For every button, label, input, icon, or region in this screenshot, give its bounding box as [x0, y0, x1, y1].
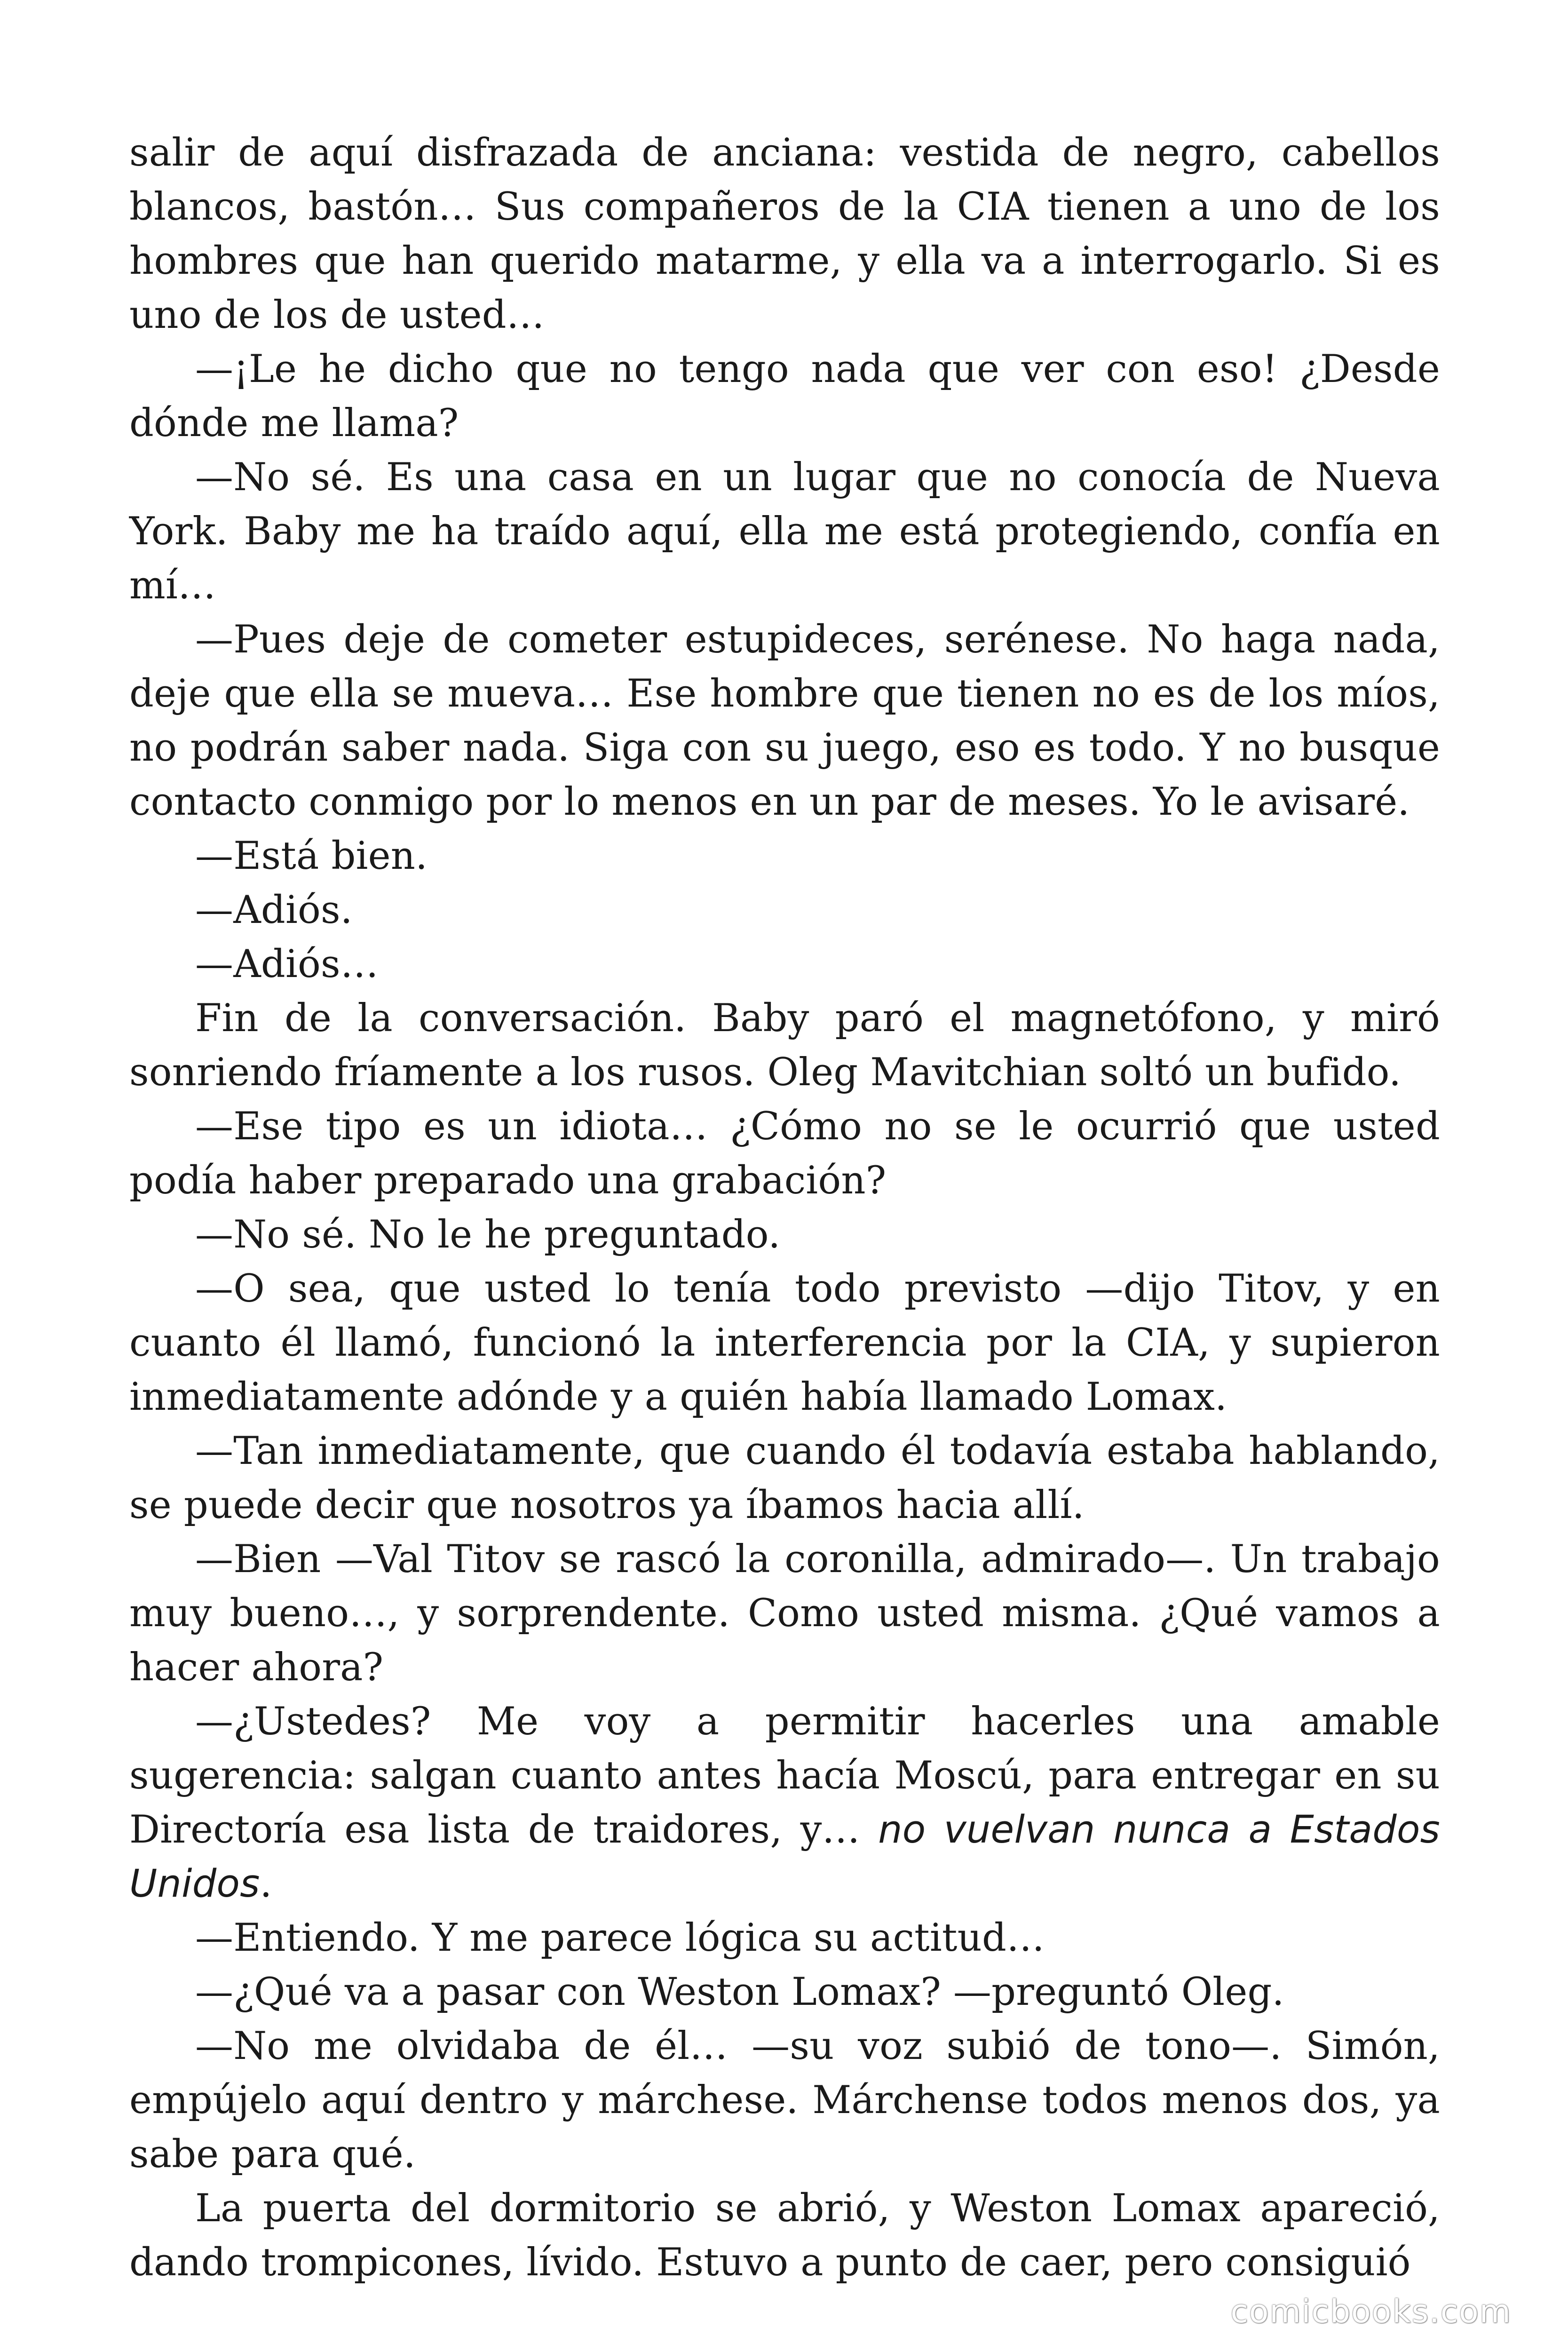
paragraph: —¡Le he dicho que no tengo nada que ver con eso! ¿Desde dónde me llama? [129, 347, 1440, 445]
paragraph: La puerta del dormitorio se abrió, y Weston Lomax apareció, dando trompicones, lívido. Estuvo a punto de caer, pero consiguió [129, 2186, 1440, 2285]
page-text [129, 126, 1440, 2290]
paragraph: —O sea, que usted lo tenía todo previsto —dijo Titov, y en cuanto él llamó, funcionó la interferencia por la CIA, y supieron inmediatamente adónde y a quién había llamado Lomax. [129, 1267, 1440, 1419]
paragraph: —Entiendo. Y me parece lógica su actitud… [195, 1916, 1045, 1960]
paragraph: —No sé. Es una casa en un lugar que no conocía de Nueva York. Baby me ha traído aquí, ella me está protegiendo, confía en mí… [129, 455, 1440, 608]
paragraph: —Está bien. [195, 834, 428, 878]
paragraph: —¿Qué va a pasar con Weston Lomax? —preguntó Oleg. [195, 1970, 1284, 2014]
paragraph: —Tan inmediatamente, que cuando él todavía estaba hablando, se puede decir que nosotros ya íbamos hacia allí. [129, 1429, 1440, 1527]
paragraph: —No me olvidaba de él… —su voz subió de tono—. Simón, empújelo aquí dentro y márchese. Márchense todos menos dos, ya sabe para qué. [129, 2024, 1440, 2177]
paragraph [129, 1695, 1440, 1911]
paragraph: —No sé. No le he preguntado. [195, 1213, 781, 1257]
paragraph-text: —¿Ustedes? Me voy a permitir hacerles una amable sugerencia: salgan cuanto antes hacía Moscú, para entregar en su Directoría esa lista de traidores, y… [129, 1700, 1440, 1852]
paragraph: salir de aquí disfrazada de anciana: vestida de negro, cabellos blancos, bastón… Sus compañeros de la CIA tienen a uno de los hombres que han querido matarme, y ella va a interrogarlo. Si es uno de los de usted… [129, 131, 1440, 337]
italic-phrase: no vuelvan nunca a Estados Unidos [129, 1808, 1441, 1906]
paragraph: Fin de la conversación. Baby paró el magnetófono, y miró sonriendo fríamente a los rusos. Oleg Mavitchian soltó un bufido. [129, 996, 1440, 1095]
watermark: comicbooks.com [1230, 2293, 1512, 2330]
paragraph: —Adiós… [195, 942, 379, 986]
paragraph: —Bien —Val Titov se rascó la coronilla, admirado—. Un trabajo muy bueno…, y sorprendente. Como usted misma. ¿Qué vamos a hacer ahora? [129, 1537, 1440, 1690]
paragraph: —Adiós. [195, 888, 353, 932]
paragraph: —Pues deje de cometer estupideces, serénese. No haga nada, deje que ella se mueva… Ese hombre que tienen no es de los míos, no podrán saber nada. Siga con su juego, eso es todo. Y no busque contacto conmigo por lo menos en un par de meses. Yo le avisaré. [129, 618, 1440, 824]
paragraph-end: . [260, 1862, 272, 1906]
paragraph: —Ese tipo es un idiota… ¿Cómo no se le ocurrió que usted podía haber preparado una grabación? [129, 1104, 1440, 1203]
